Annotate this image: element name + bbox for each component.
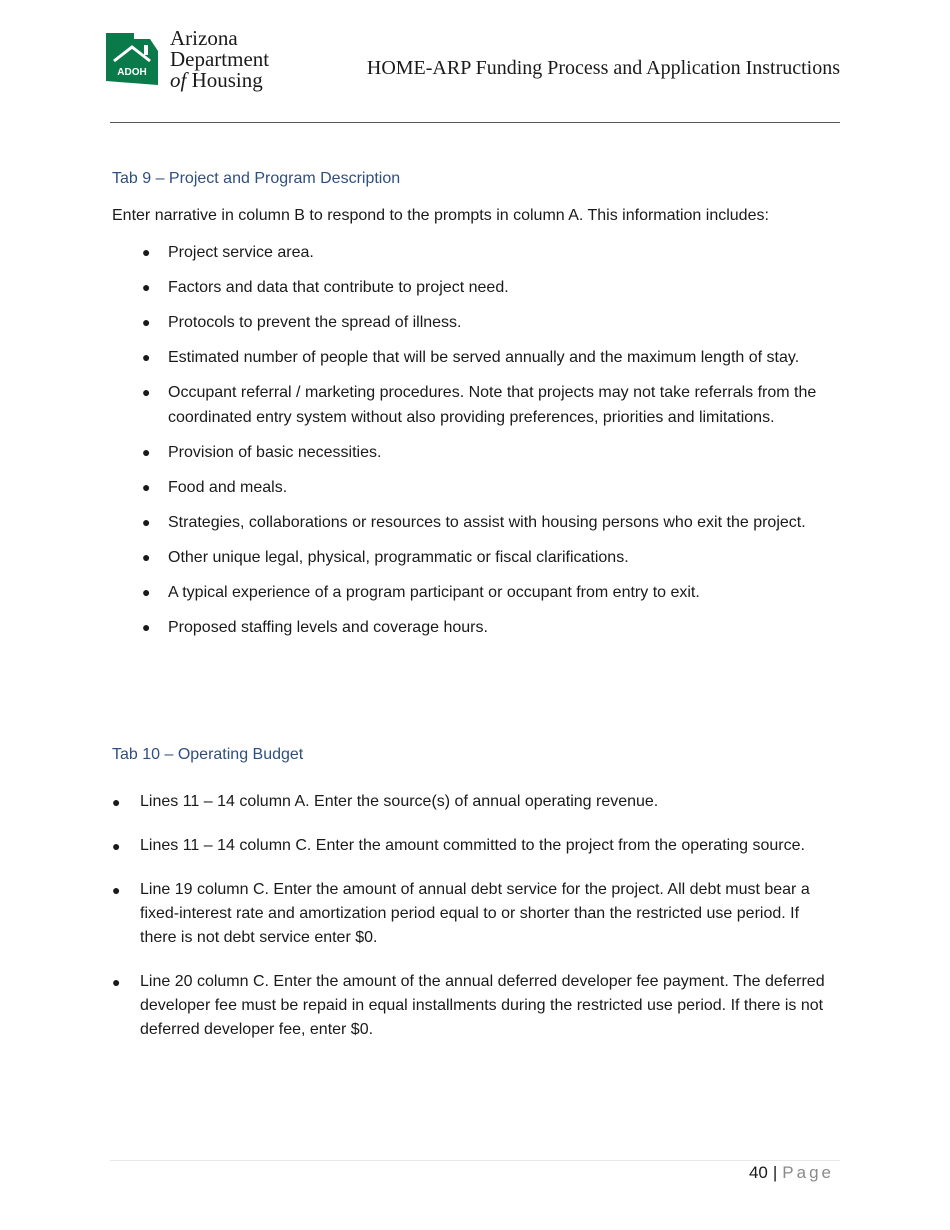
list-item: ● Line 19 column C. Enter the amount of annual debt service for the project. All debt must bear a fixed-interest rate and amortization period equal to or shorter than the restricted use period. If there is not debt service enter $0. xyxy=(112,878,832,950)
bullet-icon: ● xyxy=(112,882,121,898)
list-item: ● A typical experience of a program participant or occupant from entry to exit. xyxy=(142,580,832,605)
bullet-icon: ● xyxy=(142,479,151,495)
list-item: ● Proposed staffing levels and coverage hours. xyxy=(142,615,832,640)
logo-line-1: Arizona xyxy=(170,26,238,50)
list-item: ● Factors and data that contribute to project need. xyxy=(142,275,832,300)
list-item: ● Estimated number of people that will be served annually and the maximum length of stay. xyxy=(142,345,832,370)
svg-text:ADOH: ADOH xyxy=(117,67,147,78)
list-item: ● Protocols to prevent the spread of illness. xyxy=(142,310,832,335)
list-item: ● Project service area. xyxy=(142,240,832,265)
logo-wordmark xyxy=(170,28,269,91)
bullet-icon: ● xyxy=(142,279,151,295)
tab9-heading: Tab 9 – Project and Program Description xyxy=(112,170,401,187)
adoh-logo xyxy=(104,28,274,92)
bullet-icon: ● xyxy=(142,244,151,260)
document-title: HOME-ARP Funding Process and Application Instructions xyxy=(366,57,840,79)
tab10-heading: Tab 10 – Operating Budget xyxy=(112,746,304,763)
list-item: ● Provision of basic necessities. xyxy=(142,440,832,465)
logo-line-2: Department xyxy=(170,47,270,71)
list-item: ● Food and meals. xyxy=(142,475,832,500)
adoh-house-icon xyxy=(104,31,160,87)
footer-divider xyxy=(110,1160,840,1161)
bullet-icon: ● xyxy=(142,584,151,600)
bullet-icon: ● xyxy=(142,444,151,460)
bullet-icon: ● xyxy=(112,838,121,854)
list-item: ● Lines 11 – 14 column C. Enter the amount committed to the project from the operating source. xyxy=(112,834,832,858)
bullet-icon: ● xyxy=(142,314,151,330)
list-item: ● Occupant referral / marketing procedures. Note that projects may not take referrals from the coordinated entry system without also providing preferences, priorities and limitations. xyxy=(142,380,832,430)
page-number: 40 | Page xyxy=(748,1163,834,1182)
bullet-icon: ● xyxy=(112,974,121,990)
list-item: ● Other unique legal, physical, programmatic or fiscal clarifications. xyxy=(142,545,832,570)
bullet-icon: ● xyxy=(112,794,121,810)
logo-line-3: of Housing xyxy=(170,68,263,92)
header-divider xyxy=(110,122,840,123)
bullet-icon: ● xyxy=(142,549,151,565)
list-item: ● Lines 11 – 14 column A. Enter the source(s) of annual operating revenue. xyxy=(112,790,832,814)
list-item: ● Line 20 column C. Enter the amount of the annual deferred developer fee payment. The deferred developer fee must be repaid in equal installments during the restricted use period. If there is not deferred developer fee, enter $0. xyxy=(112,970,832,1042)
bullet-icon: ● xyxy=(142,349,151,365)
list-item: ● Strategies, collaborations or resources to assist with housing persons who exit the project. xyxy=(142,510,832,535)
tab9-list xyxy=(142,240,832,650)
bullet-icon: ● xyxy=(142,514,151,530)
bullet-icon: ● xyxy=(142,384,151,400)
tab10-list xyxy=(112,790,832,1062)
tab9-intro: Enter narrative in column B to respond to the prompts in column A. This information includes: xyxy=(112,207,769,224)
bullet-icon: ● xyxy=(142,619,151,635)
